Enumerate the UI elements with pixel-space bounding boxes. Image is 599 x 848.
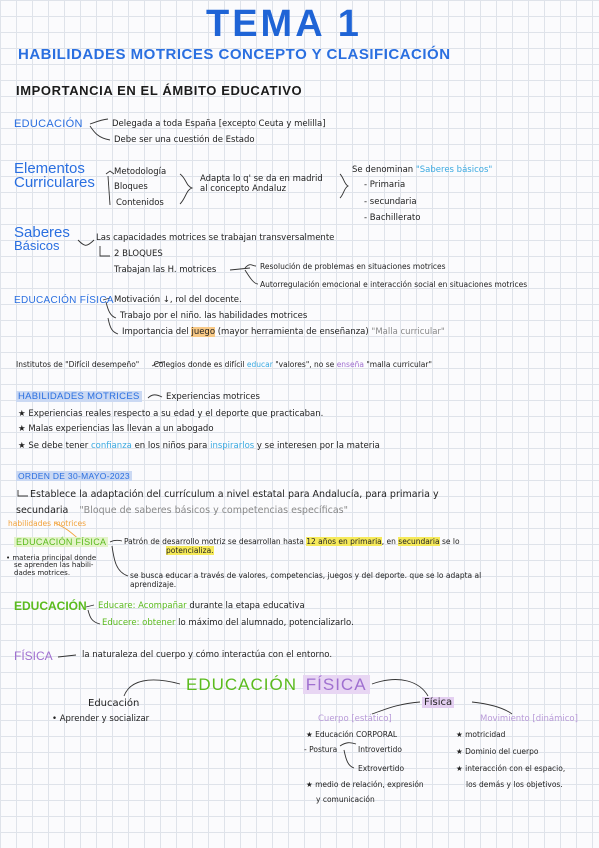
nivel-item: - secundaria: [364, 197, 417, 207]
ef-importancia: Importancia del juego (mayor herramienta de enseñanza) "Malla curricular": [122, 327, 445, 337]
cuerpo-item: ★ medio de relación, expresión: [306, 780, 424, 789]
hm-item: ★ Se debe tener confianza en los niños para inspirarlos y se interesen por la materia: [18, 441, 380, 451]
elementos-item: Bloques: [114, 182, 148, 192]
map-edu-item: • Aprender y socializar: [52, 714, 150, 724]
educar-text: aprendizaje.: [130, 580, 177, 589]
hm-item: ★ Malas experiencias las llevan a un abogado: [18, 424, 214, 434]
adapta-text: Adapta lo q' se da en madrid: [200, 174, 323, 184]
educar-text: se busca educar a través de valores, competencias, juegos y del deporte. que se lo adapta al: [130, 571, 482, 580]
adapta-text: al concepto Andaluz: [200, 184, 287, 194]
educare-text: Educare: Acompañar durante la etapa educativa: [98, 601, 305, 611]
orden-line: secundaria "Bloque de saberes básicos y competencias específicas": [16, 505, 348, 516]
hm-exp: Experiencias motrices: [166, 392, 260, 402]
denominan-text: Se denominan "Saberes básicos": [352, 165, 493, 175]
orden-label: ORDEN DE 30-MAYO-2023: [18, 471, 130, 481]
ef-label: EDUCACIÓN FÍSICA: [14, 295, 114, 306]
mov-item: ★ interacción con el espacio,: [456, 764, 566, 773]
materia-text: • materia principal donde se aprenden las habili- dades motrices.: [6, 554, 97, 577]
fisica-text: la naturaleza del cuerpo y cómo interactúa con el entorno.: [82, 650, 333, 660]
map-center-title: EDUCACIÓN FÍSICA: [186, 676, 370, 695]
nivel-item: - Bachillerato: [364, 213, 421, 223]
saberes-bloques: 2 BLOQUES: [114, 249, 163, 259]
mov-item: ★ motricidad: [456, 730, 506, 739]
hm2-ef-label: EDUCACIÓN FÍSICA: [16, 537, 107, 547]
hm-label: HABILIDADES MOTRICES: [18, 391, 140, 402]
bloque-item: Autorregulación emocional e interacción social en situaciones motrices: [260, 280, 528, 289]
cuerpo-extrovertido: Extrovertido: [358, 764, 405, 773]
mov-item: los demás y los objetivos.: [466, 780, 563, 789]
elementos-item: Metodología: [114, 167, 167, 177]
potencializa-text: potencializa.: [166, 546, 214, 555]
cuerpo-item: - Postura: [304, 745, 338, 754]
saberes-line: Las capacidades motrices se trabajan transversalmente: [96, 233, 335, 243]
trabajan-text: Trabajan las H. motrices: [114, 265, 217, 275]
mov-item: ★ Dominio del cuerpo: [456, 747, 539, 756]
elementos-label: Elementos Curriculares: [14, 160, 95, 192]
hm-item: ★ Experiencias reales respecto a su edad y el deporte que practicaban.: [18, 409, 324, 419]
map-movimiento: Movimiento [dinámico]: [480, 714, 578, 724]
saberes-label: Saberes Básicos: [14, 224, 70, 254]
cuerpo-item: ★ Educación CORPORAL: [306, 730, 398, 739]
section-heading-importancia: IMPORTANCIA EN EL ÁMBITO EDUCATIVO: [16, 83, 303, 98]
map-educacion: Educación: [88, 698, 140, 709]
educacion-label: EDUCACIÓN: [14, 118, 83, 130]
ef-item: Motivación ↓, rol del docente.: [114, 295, 242, 305]
educere-text: Educere: obtener lo máximo del alumnado, potencializarlo.: [102, 618, 354, 628]
cuerpo-item: y comunicación: [316, 795, 375, 804]
bloque-item: Resolución de problemas en situaciones motrices: [260, 262, 446, 271]
hm-tag: habilidades motrices: [8, 519, 87, 528]
patron-text: Patrón de desarrollo motriz se desarrollan hasta 12 años en primaria, en secundaria se lo: [124, 537, 460, 546]
map-fisica: Física: [424, 697, 453, 708]
orden-line: Establece la adaptación del currículum a nivel estatal para Andalucía, para primaria y: [30, 489, 439, 500]
nivel-item: - Primaria: [364, 180, 406, 190]
fisica-label: FÍSICA: [14, 649, 53, 663]
map-cuerpo: Cuerpo [estático]: [318, 714, 392, 724]
institutos-text: Institutos de "Difícil desempeño" Colegios donde es difícil educar "valores", no se enseña "malla curricular": [16, 360, 432, 369]
page-title: TEMA 1: [206, 3, 362, 45]
educacion2-label: EDUCACIÓN: [14, 599, 87, 613]
educacion-item: Delegada a toda España [excepto Ceuta y melilla]: [112, 119, 326, 129]
cuerpo-introvertido: Introvertido: [358, 745, 402, 754]
page-subtitle: HABILIDADES MOTRICES CONCEPTO Y CLASIFICACIÓN: [18, 46, 451, 63]
ef-item: Trabajo por el niño. las habilidades motrices: [120, 311, 308, 321]
elementos-item: Contenidos: [116, 198, 164, 208]
educacion-item: Debe ser una cuestión de Estado: [114, 135, 255, 145]
